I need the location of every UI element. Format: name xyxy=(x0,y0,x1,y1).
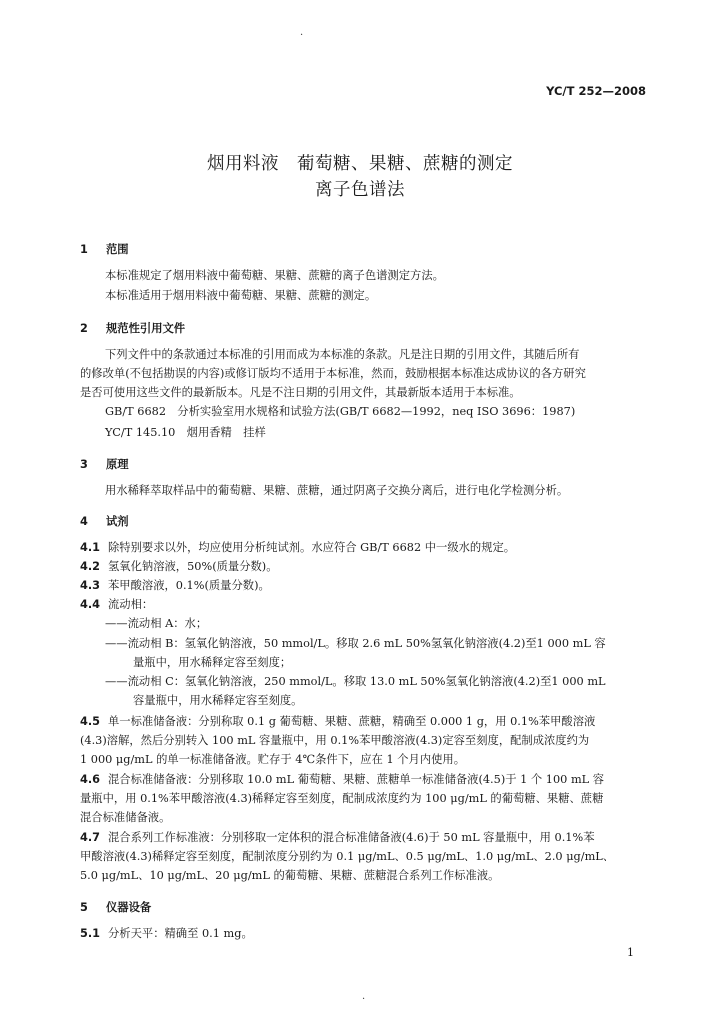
section-heading-reagents: 4 试剂 xyxy=(80,515,129,528)
clause-4-4: 4.4 流动相： xyxy=(80,598,154,611)
clause-4-5-cont: (4.3)溶解，然后分别转入 100 mL 容量瓶中，用 0.1%苯甲酸溶液(4.3)定容至刻度，配制成浓度约为 xyxy=(80,734,590,747)
clause-4-5-cont: 1 000 μg/mL 的单一标准储备液。贮存于 4℃条件下，应在 1 个月内使用。 xyxy=(80,753,466,766)
clause-4-5: 4.5 单一标准储备液：分别称取 0.1 g 葡萄糖、果糖、蔗糖，精确至 0.000 1 g，用 0.1%苯甲酸溶液 xyxy=(80,715,596,728)
document-title-line1: 烟用料液 葡萄糖、果糖、蔗糖的测定 xyxy=(207,154,513,174)
section-heading-scope: 1 范围 xyxy=(80,243,129,256)
mobile-phase-b-cont: 量瓶中，用水稀释定容至刻度； xyxy=(133,656,292,669)
page-number: 1 xyxy=(627,946,634,959)
clause-4-6-cont: 混合标准储备液。 xyxy=(80,811,171,824)
reference-item: YC/T 145.10 烟用香精 挂样 xyxy=(105,426,266,439)
scan-speck: · xyxy=(362,994,366,1005)
clause-4-7: 4.7 混合系列工作标准液：分别移取一定体积的混合标准储备液(4.6)于 50 mL 容量瓶中，用 0.1%苯 xyxy=(80,831,595,844)
clause-4-6: 4.6 混合标准储备液：分别移取 10.0 mL 葡萄糖、果糖、蔗糖单一标准储备液(4.5)于 1 个 100 mL 容 xyxy=(80,773,605,786)
clause-4-7-cont: 甲酸溶液(4.3)稀释定容至刻度，配制浓度分别约为 0.1 μg/mL、0.5 μg/mL、1.0 μg/mL、2.0 μg/mL、 xyxy=(80,850,615,863)
paragraph: 用水稀释萃取样品中的葡萄糖、果糖、蔗糖，通过阴离子交换分离后，进行电化学检测分析。 xyxy=(105,484,569,497)
standard-code: YC/T 252—2008 xyxy=(546,84,646,98)
paragraph: 本标准适用于烟用料液中葡萄糖、果糖、蔗糖的测定。 xyxy=(105,289,377,302)
clause-4-3: 4.3 苯甲酸溶液，0.1%(质量分数)。 xyxy=(80,579,270,592)
scan-speck: · xyxy=(300,30,304,41)
clause-4-1: 4.1 除特别要求以外，均应使用分析纯试剂。水应符合 GB/T 6682 中一级水的规定。 xyxy=(80,541,516,554)
reference-item: GB/T 6682 分析实验室用水规格和试验方法(GB/T 6682—1992，neq ISO 3696：1987) xyxy=(105,405,576,418)
paragraph: 下列文件中的条款通过本标准的引用而成为本标准的条款。凡是注日期的引用文件，其随后所有 xyxy=(105,348,580,361)
mobile-phase-c: ——流动相 C：氢氧化钠溶液，250 mmol/L。移取 13.0 mL 50%氢氧化钠溶液(4.2)至1 000 mL xyxy=(105,675,606,688)
paragraph: 的修改单(不包括勘误的内容)或修订版均不适用于本标准，然而，鼓励根据本标准达成协议的各方研究 xyxy=(80,367,586,380)
mobile-phase-b: ——流动相 B：氢氧化钠溶液，50 mmol/L。移取 2.6 mL 50%氢氧化钠溶液(4.2)至1 000 mL 容 xyxy=(105,637,606,650)
paragraph: 本标准规定了烟用料液中葡萄糖、果糖、蔗糖的离子色谱测定方法。 xyxy=(105,269,444,282)
section-heading-references: 2 规范性引用文件 xyxy=(80,322,186,335)
mobile-phase-a: ——流动相 A：水； xyxy=(105,617,208,630)
clause-4-7-cont: 5.0 μg/mL、10 μg/mL、20 μg/mL 的葡萄糖、果糖、蔗糖混合系列工作标准液。 xyxy=(80,869,500,882)
section-heading-principle: 3 原理 xyxy=(80,458,129,471)
clause-4-2: 4.2 氢氧化钠溶液，50%(质量分数)。 xyxy=(80,560,278,573)
clause-5-1: 5.1 分析天平：精确至 0.1 mg。 xyxy=(80,927,253,940)
section-heading-apparatus: 5 仪器设备 xyxy=(80,901,152,914)
paragraph: 是否可使用这些文件的最新版本。凡是不注日期的引用文件，其最新版本适用于本标准。 xyxy=(80,386,521,399)
mobile-phase-c-cont: 容量瓶中，用水稀释定容至刻度。 xyxy=(133,694,303,707)
document-title-line2: 离子色谱法 xyxy=(315,180,405,200)
clause-4-6-cont: 量瓶中，用 0.1%苯甲酸溶液(4.3)稀释定容至刻度，配制成浓度约为 100 μg/mL 的葡萄糖、果糖、蔗糖 xyxy=(80,792,604,805)
